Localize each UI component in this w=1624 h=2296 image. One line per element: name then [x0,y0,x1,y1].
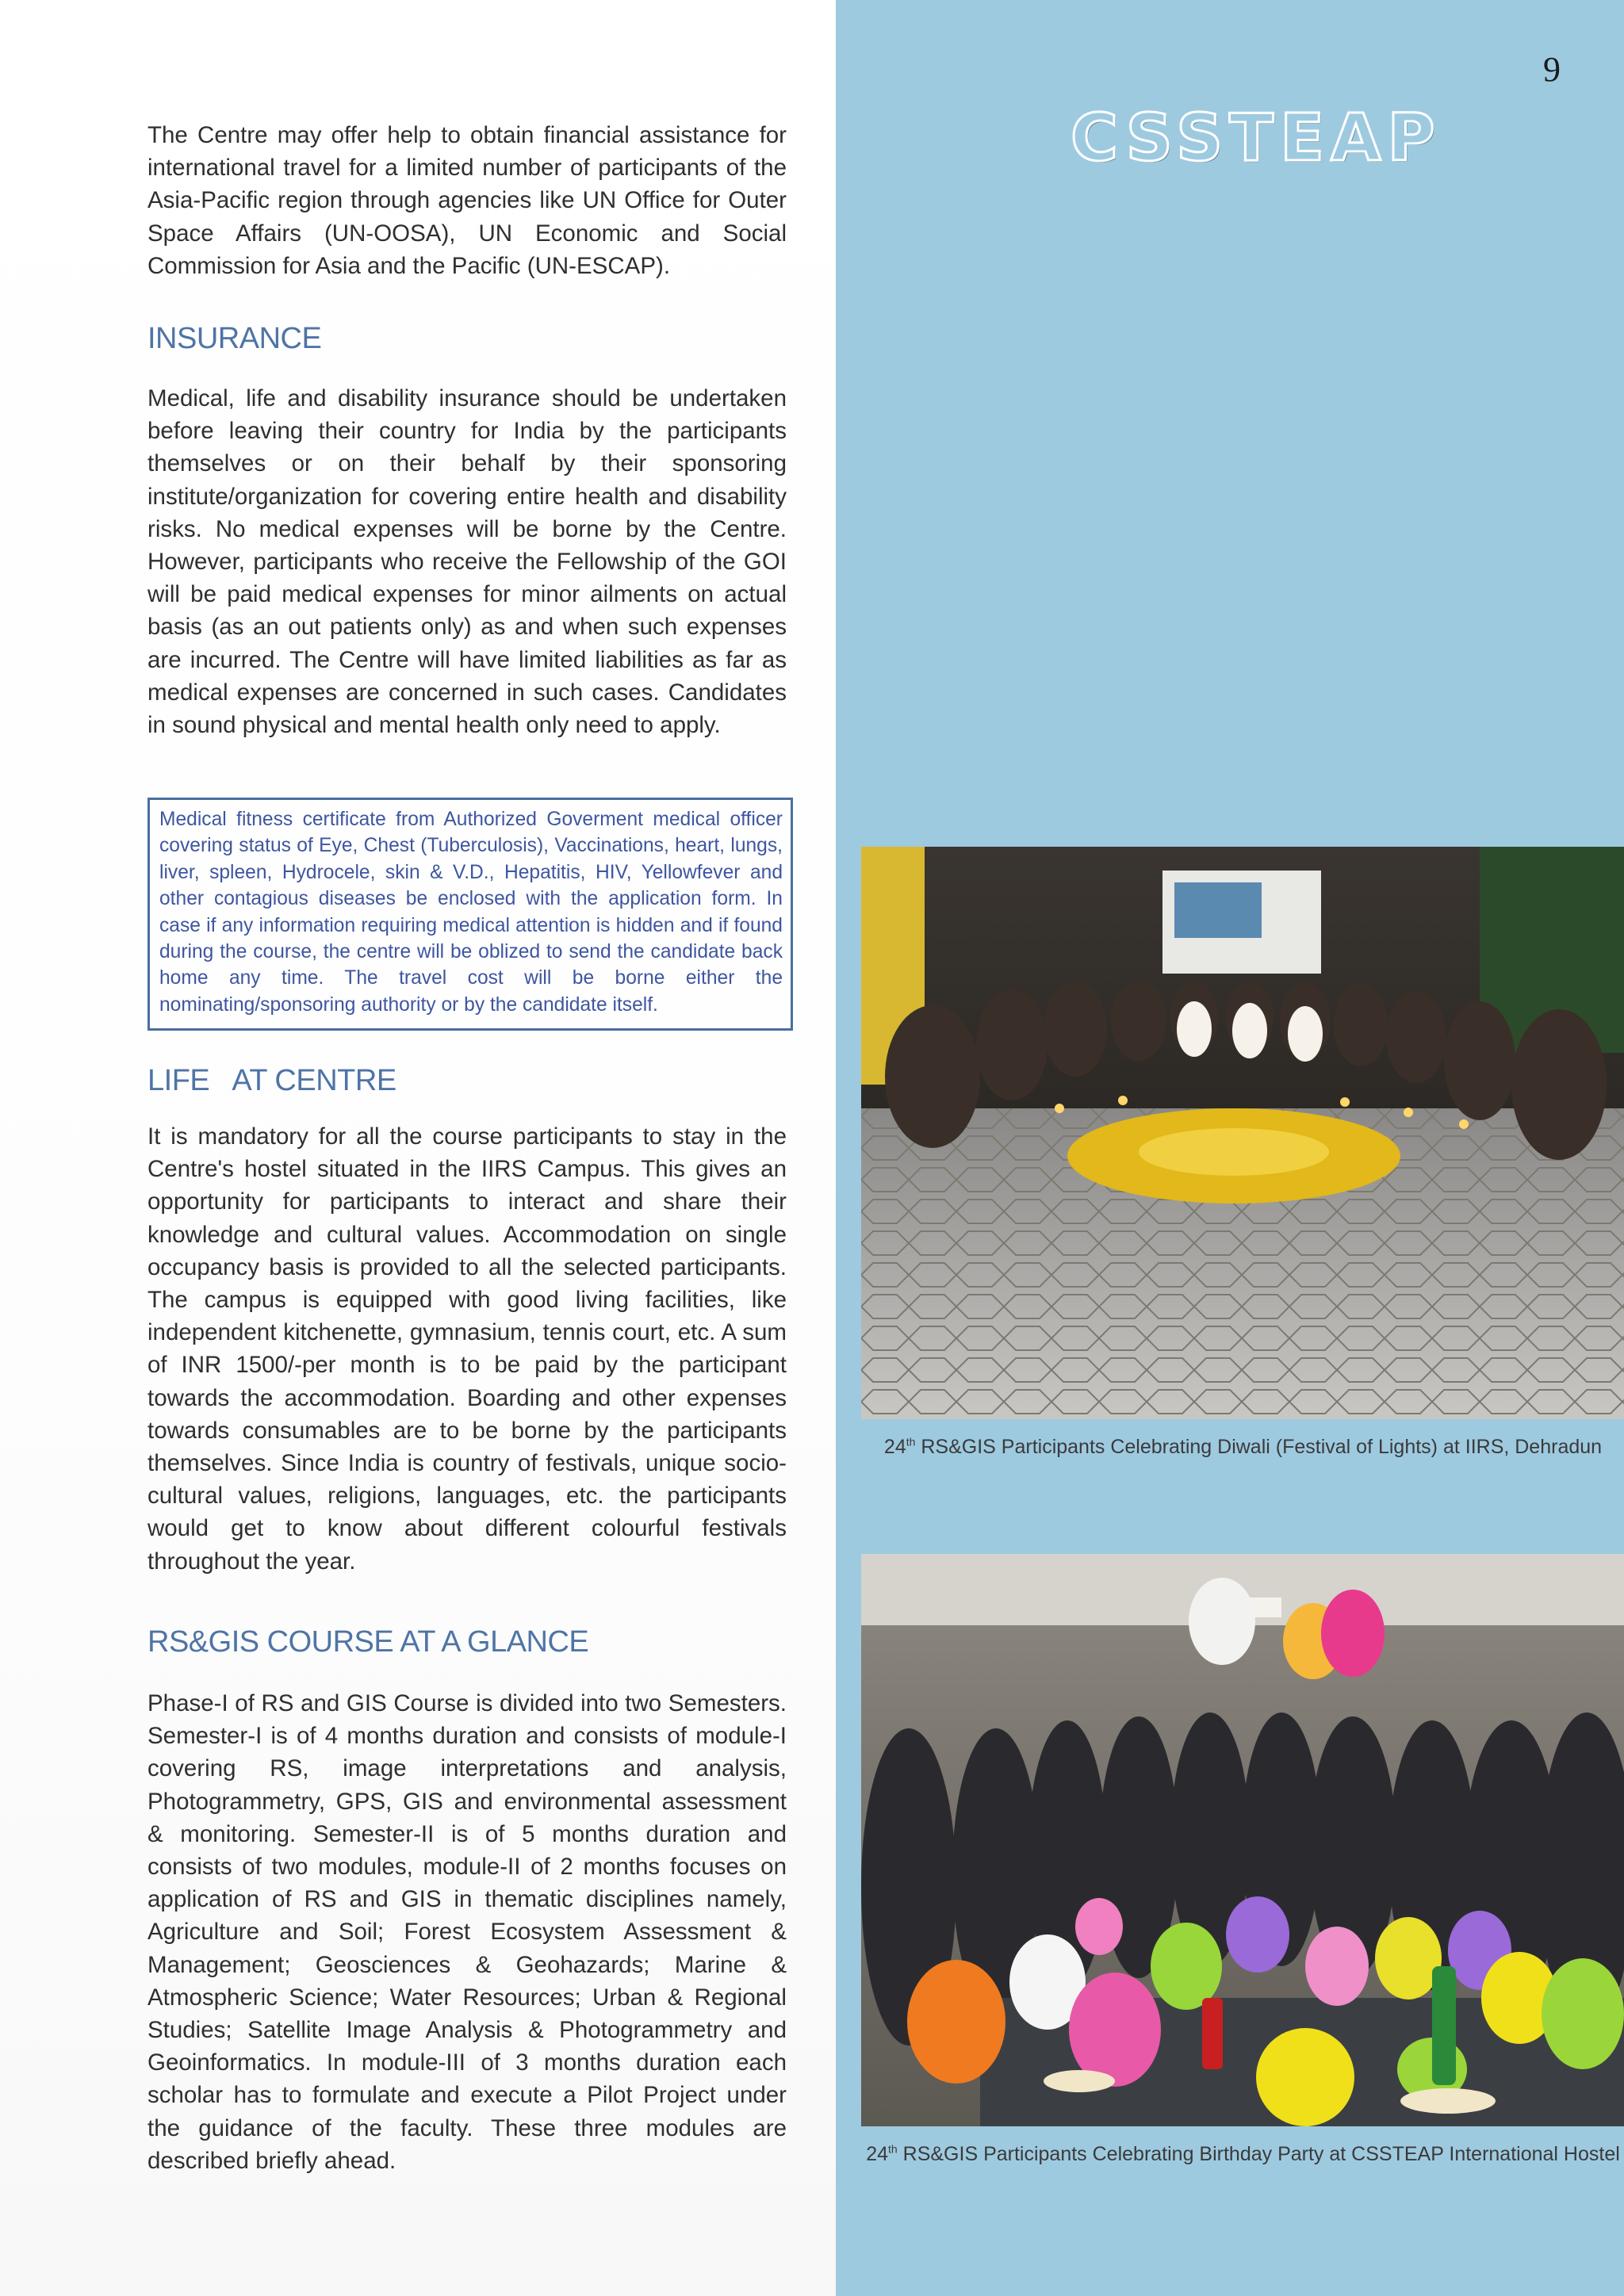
caption-superscript: th [906,1435,916,1448]
caption-text: RS&GIS Participants Celebrating Birthday Party at CSSTEAP International Hostel [897,2143,1620,2165]
diwali-photo [861,847,1624,1419]
cssteap-logo: CSSTEAP [1071,101,1442,176]
intro-paragraph: The Centre may offer help to obtain financial assistance for international travel for a limited number of participants of the Asia-Pacific region through agencies like UN Office for Outer Space Affairs (UN-OOSA), UN Economic and Social Commission for Asia and the Pacific (UN-ESCAP). [147,122,787,279]
medical-notice-box: Medical fitness certificate from Authorized Goverment medical officer covering status of Eye, Chest (Tuberculosis), Vaccinations, heart, lungs, liver, spleen, Hydrocele, skin & V.D., Hepatitis, HIV, Yellowfever and other contagious diseases be enclosed with the application form. In case if any information requiring medical attention is hidden and if found during the course, the centre will be oblized to send the candidate back home any time. The travel cost will be borne either the nominating/sponsoring authority or by the candidate itself. [147,798,793,1031]
life-at-centre-heading: LIFE AT CENTRE [147,1064,396,1097]
course-paragraph: Phase-I of RS and GIS Course is divided into two Semesters. Semester-I is of 4 months duration and consists of module-I covering RS, image interpretations and analysis, Photogrammetry, GPS, GIS and environmental assessment & monitoring. Semester-II is of 5 months duration and consists of two modules, module-II of 2 months focuses on application of RS and GIS in thematic disciplines namely, Agriculture and Soil; Forest Ecosystem Assessment & Management; Geosciences & Geohazards; Marine & Atmospheric Science; Water Resources; Urban & Regional Studies; Satellite Image Analysis & Photogrammetry and Geoinformatics. In module-III of 3 months duration each scholar has to formulate and execute a Pilot Project under the guidance of the faculty. These three modules are described briefly ahead. [147,1690,787,2174]
insurance-heading: INSURANCE [147,322,322,355]
caption-superscript: th [888,2142,898,2156]
diwali-caption [864,1433,1622,1460]
insurance-paragraph: Medical, life and disability insurance should be undertaken before leaving their country for India by the participants themselves or on their behalf by their sponsoring institute/organization for covering entire health and disability risks. No medical expenses will be borne by the Centre. However, participants who receive the Fellowship of the GOI will be paid medical expenses for minor ailments on actual basis (as an out patients only) as and when such expenses are incurred. The Centre will have limited liabilities as far as medical expenses are concerned in such cases. Candidates in sound physical and mental health only need to apply. [147,385,787,739]
caption-text: RS&GIS Participants Celebrating Diwali (Festival of Lights) at IIRS, Dehradun [915,1436,1603,1458]
birthday-photo [861,1554,1624,2126]
course-heading: RS&GIS COURSE AT A GLANCE [147,1625,589,1659]
birthday-caption [864,2141,1622,2168]
life-at-centre-paragraph: It is mandatory for all the course participants to stay in the Centre's hostel situated in the IIRS Campus. This gives an opportunity for participants to interact and share their knowledge and cultural values. Accommodation on single occupancy basis is provided to all the selected participants. The campus is equipped with good living facilities, like independent kitchenette, gymnasium, tennis court, etc. A sum of INR 1500/-per month is to be paid by the participant towards the accommodation. Boarding and other expenses towards consumables are to be borne by the participants themselves. Since India is country of festivals, unique socio-cultural values, religions, languages, etc. the participants would get to know about different colourful festivals throughout the year. [147,1123,787,1575]
caption-number: 24 [883,1436,906,1458]
caption-number: 24 [866,2143,889,2165]
page-number: 9 [1543,50,1561,89]
